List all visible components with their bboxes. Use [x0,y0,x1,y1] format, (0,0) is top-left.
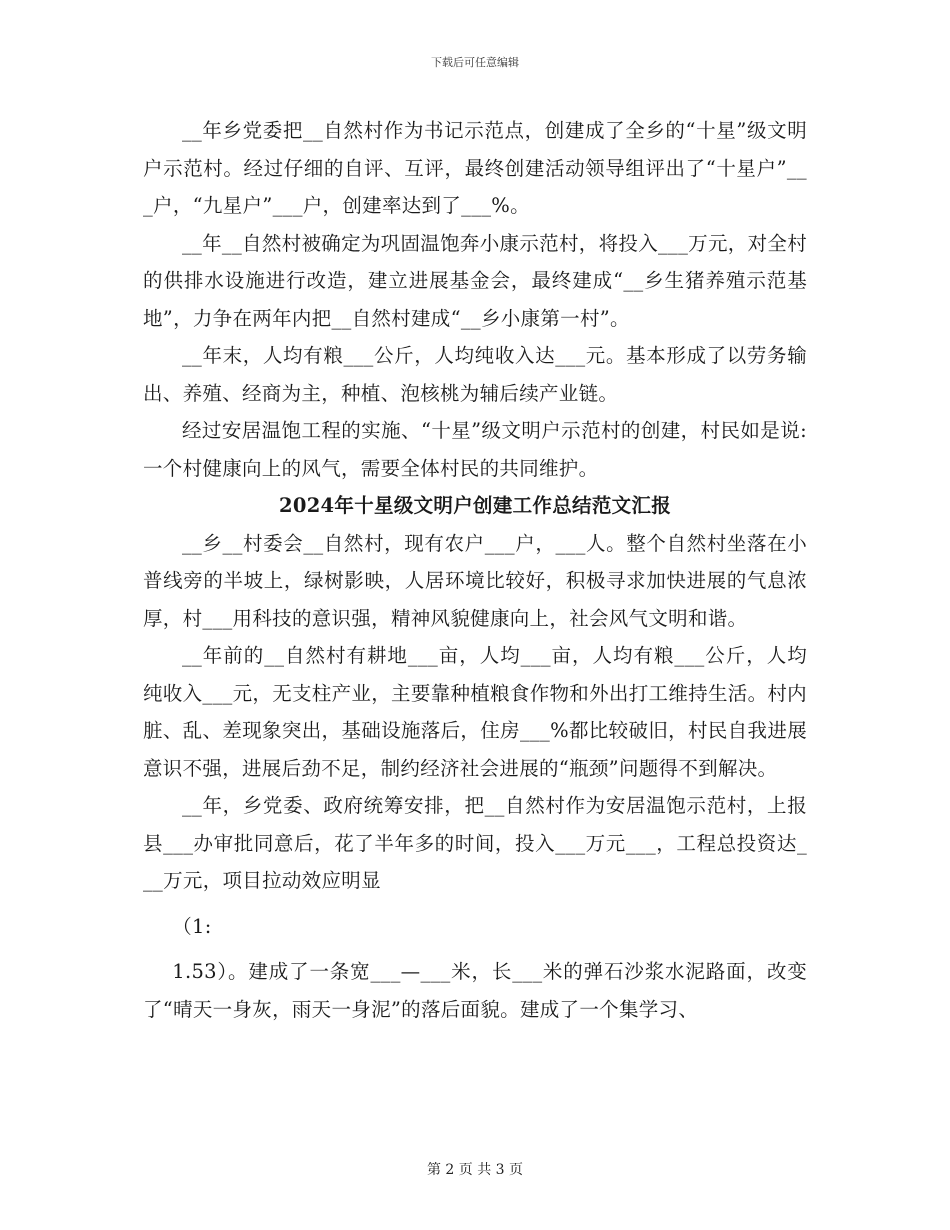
paragraph-before-state: __年前的__自然村有耕地___亩，人均___亩，人均有粮___公斤，人均纯收入___元，无支柱产业，主要靠种植粮食作物和外出打工维持生活。村内脏、乱、差现象突出，基础设施落后，住房___%都比较破旧，村民自我进展意识不强，进展后劲不足，制约经济社会进展的“瓶颈”问题得不到解决。 [143,644,807,780]
paragraph-demo-village: __年__自然村被确定为巩固温饱奔小康示范村，将投入___万元，对全村的供排水设施进行改造，建立进展基金会，最终建成“__乡生猪养殖示范基地”，力争在两年内把__自然村建成“__乡小康第一村”。 [143,231,807,330]
paragraph-village-intro: __乡__村委会__自然村，现有农户___户，___人。整个自然村坐落在小普线旁的半坡上，绿树影映，人居环境比较好，积极寻求加快进展的气息浓厚，村___用科技的意识强，精神风貌健康向上，社会风气文明和谐。 [143,531,807,630]
paragraph-road-construction: 1.53）。建成了一条宽___—___米，长___米的弹石沙浆水泥路面，改变了“晴天一身灰，雨天一身泥”的落后面貌。建成了一个集学习、 [143,960,807,1021]
paragraph-star-village: __年乡党委把__自然村作为书记示范点，创建成了全乡的“十星”级文明户示范村。经过仔细的自评、互评，最终创建活动领导组评出了“十星户”___户，“九星户”___户，创建率达到了___%。 [143,119,807,217]
paragraph-villagers-say: 经过安居温饱工程的实施、“十星”级文明户示范村的创建，村民如是说:一个村健康向上的风气，需要全体村民的共同维护。 [143,419,807,480]
paragraph-fragment-1: （1: [172,914,212,938]
header-note: 下载后可任意编辑 [431,56,519,69]
section-title: 2024年十星级文明户创建工作总结范文汇报 [278,494,672,517]
document-body [143,112,807,1028]
page-footer: 第 2 页 共 3 页 [426,1162,524,1178]
paragraph-investment: __年，乡党委、政府统筹安排，把__自然村作为安居温饱示范村，上报县___办审批同意后，花了半年多的时间，投入___万元___，工程总投资达___万元，项目拉动效应明显 [143,794,807,892]
paragraph-year-end: __年末，人均有粮___公斤，人均纯收入达___元。基本形成了以劳务输出、养殖、经商为主，种植、泡核桃为辅后续产业链。 [143,344,807,405]
